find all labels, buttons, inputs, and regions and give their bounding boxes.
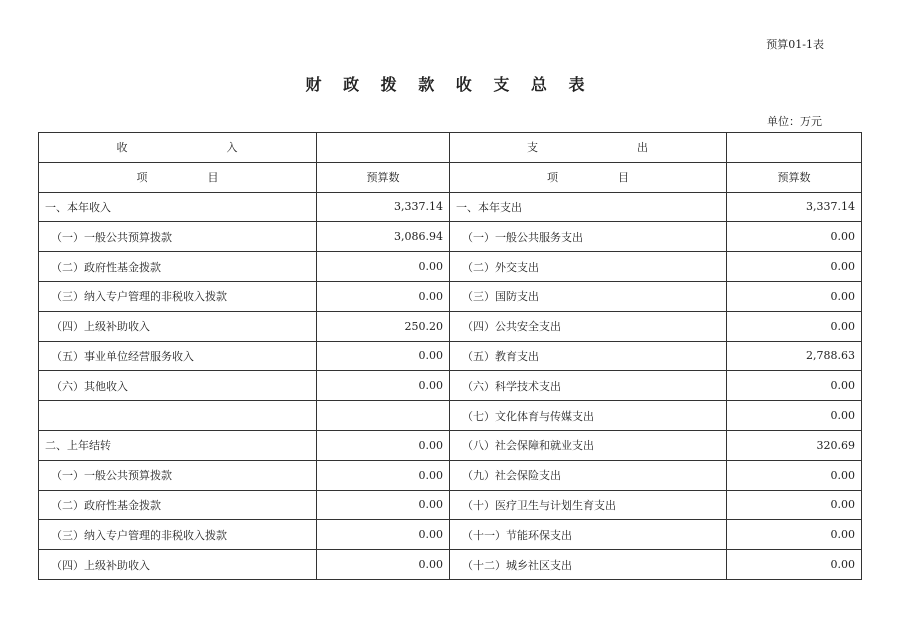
income-item-header: 项 目 [39, 162, 317, 192]
expense-item-cell: （七）文化体育与传媒支出 [450, 401, 727, 431]
table-row [39, 371, 862, 401]
expense-item-cell: （十二）城乡社区支出 [450, 550, 727, 580]
table-row [39, 281, 862, 311]
table-row [39, 520, 862, 550]
income-amount-cell: 0.00 [317, 460, 450, 490]
income-section-header: 收 入 [39, 133, 317, 163]
table-row [39, 192, 862, 222]
income-amount-cell: 3,337.14 [317, 192, 450, 222]
table-row [39, 430, 862, 460]
income-amount-cell: 0.00 [317, 490, 450, 520]
expense-item-cell: （四）公共安全支出 [450, 311, 727, 341]
income-item-cell: （一）一般公共预算拨款 [39, 460, 317, 490]
expense-amount-cell: 0.00 [727, 460, 862, 490]
income-amount-cell: 0.00 [317, 520, 450, 550]
income-amount-cell [317, 401, 450, 431]
expense-amount-cell: 0.00 [727, 520, 862, 550]
expense-item-cell: （九）社会保险支出 [450, 460, 727, 490]
income-item-cell: （六）其他收入 [39, 371, 317, 401]
budget-table [38, 132, 862, 580]
section-header-row [39, 133, 862, 163]
income-item-cell: （四）上级补助收入 [39, 550, 317, 580]
expense-amount-cell: 0.00 [727, 550, 862, 580]
expense-item-cell: 一、本年支出 [450, 192, 727, 222]
income-item-cell [39, 401, 317, 431]
expense-item-cell: （八）社会保障和就业支出 [450, 430, 727, 460]
expense-item-cell: （十一）节能环保支出 [450, 520, 727, 550]
unit-label: 单位：万元 [767, 115, 822, 128]
income-amount-cell: 250.20 [317, 311, 450, 341]
income-item-cell: （一）一般公共预算拨款 [39, 222, 317, 252]
income-item-cell: （三）纳入专户管理的非税收入拨款 [39, 281, 317, 311]
table-row [39, 341, 862, 371]
page-title: 财 政 拨 款 收 支 总 表 [305, 75, 593, 94]
income-item-cell: 二、上年结转 [39, 430, 317, 460]
income-item-cell: （三）纳入专户管理的非税收入拨款 [39, 520, 317, 550]
table-row [39, 490, 862, 520]
income-item-cell: （二）政府性基金拨款 [39, 490, 317, 520]
expense-amount-cell: 320.69 [727, 430, 862, 460]
expense-item-cell: （三）国防支出 [450, 281, 727, 311]
income-amount-cell: 0.00 [317, 371, 450, 401]
income-amount-cell: 0.00 [317, 252, 450, 282]
expense-amount-cell: 0.00 [727, 252, 862, 282]
income-amount-cell: 0.00 [317, 550, 450, 580]
form-code: 预算01-1表 [766, 38, 824, 51]
expense-amount-cell: 0.00 [727, 281, 862, 311]
income-item-cell: （四）上级补助收入 [39, 311, 317, 341]
expense-amount-cell: 0.00 [727, 311, 862, 341]
expense-item-cell: （十）医疗卫生与计划生育支出 [450, 490, 727, 520]
expense-item-header: 项 目 [450, 162, 727, 192]
expense-amount-cell: 0.00 [727, 401, 862, 431]
table-row [39, 550, 862, 580]
income-amount-cell: 0.00 [317, 430, 450, 460]
expense-amount-header: 预算数 [727, 162, 862, 192]
expense-item-cell: （六）科学技术支出 [450, 371, 727, 401]
income-section-blank [317, 133, 450, 163]
expense-section-blank [727, 133, 862, 163]
expense-amount-cell: 0.00 [727, 490, 862, 520]
table-row [39, 252, 862, 282]
income-amount-header: 预算数 [317, 162, 450, 192]
expense-item-cell: （一）一般公共服务支出 [450, 222, 727, 252]
income-item-cell: 一、本年收入 [39, 192, 317, 222]
expense-amount-cell: 0.00 [727, 371, 862, 401]
table-row [39, 460, 862, 490]
income-amount-cell: 0.00 [317, 281, 450, 311]
income-item-cell: （五）事业单位经营服务收入 [39, 341, 317, 371]
table-row [39, 401, 862, 431]
income-amount-cell: 3,086.94 [317, 222, 450, 252]
expense-amount-cell: 3,337.14 [727, 192, 862, 222]
table-row [39, 222, 862, 252]
expense-amount-cell: 2,788.63 [727, 341, 862, 371]
income-amount-cell: 0.00 [317, 341, 450, 371]
expense-amount-cell: 0.00 [727, 222, 862, 252]
table-row [39, 311, 862, 341]
expense-item-cell: （五）教育支出 [450, 341, 727, 371]
expense-item-cell: （二）外交支出 [450, 252, 727, 282]
expense-section-header: 支 出 [450, 133, 727, 163]
income-item-cell: （二）政府性基金拨款 [39, 252, 317, 282]
column-header-row [39, 162, 862, 192]
